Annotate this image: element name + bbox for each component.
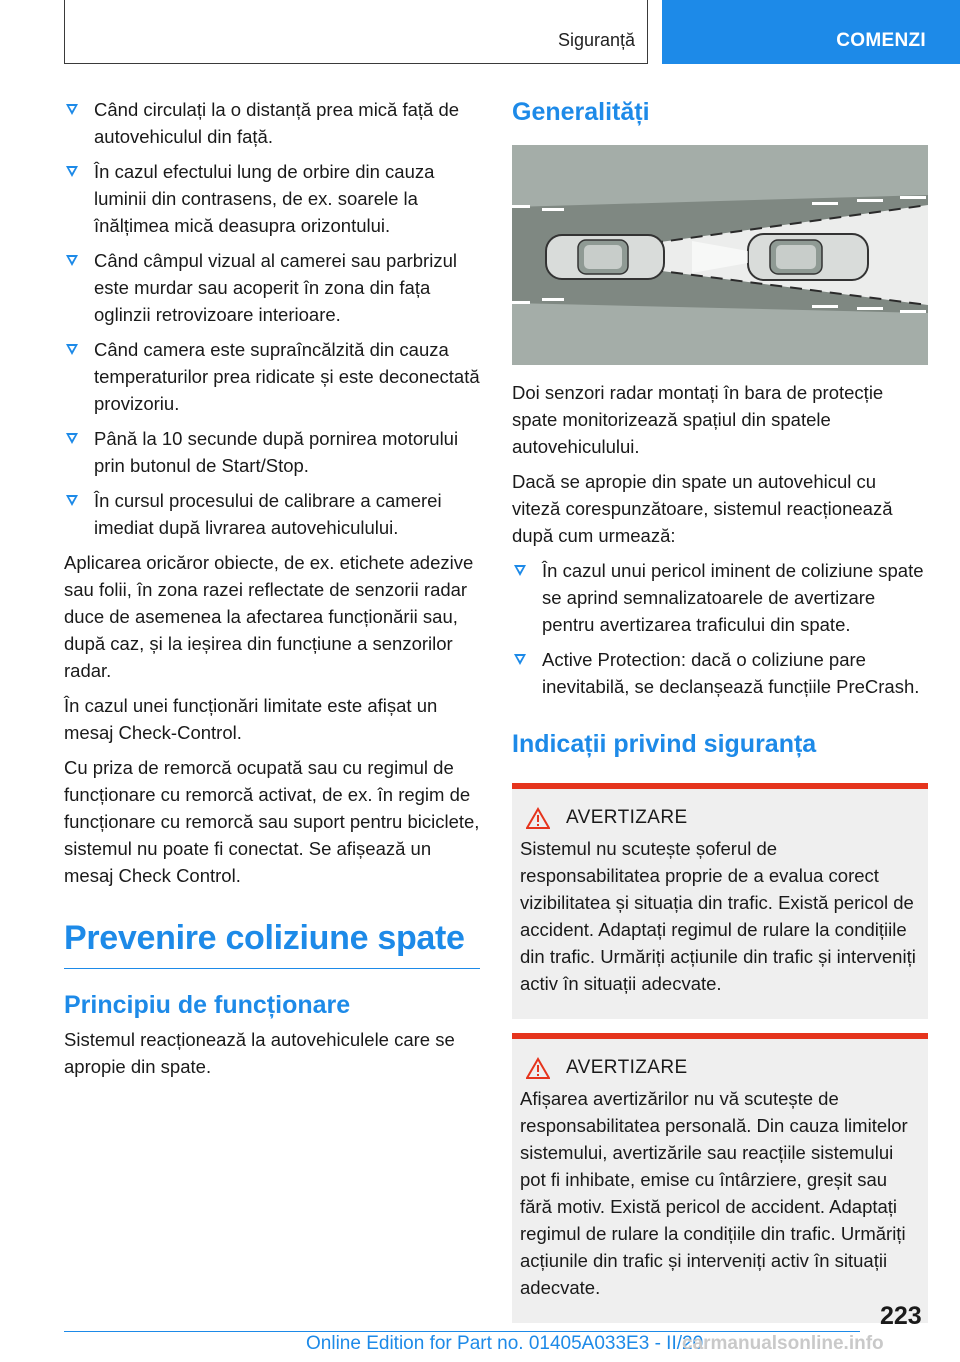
paragraph: Sistemul reacționează la autovehiculele care se apropie din spate. [64,1029,455,1077]
warning-header [526,807,920,829]
own-car-icon [748,234,868,280]
section-title: Prevenire coliziune spate [64,919,480,969]
bullet-triangle-icon [514,565,526,576]
footer-divider [64,1331,860,1332]
bullet-triangle-icon [66,344,78,355]
paragraph: Doi senzori radar montați în bara de protecție spate monitorizează spațiul din spatele autovehiculului. [512,382,884,457]
warning-header [526,1057,920,1079]
list-item: Când câmpul vizual al camerei sau parbrizul este murdar sau acoperit în zona din fața oglinzii retrovizoare interioare. [64,247,480,328]
bullet-triangle-icon [66,166,78,177]
road-cars-graphic [512,145,928,365]
header-chapter-label: COMENZI [836,30,926,51]
list-item: Active Protection: dacă o coliziune pare inevitabilă, se declanșează funcțiile PreCrash. [512,646,928,700]
warning-text: Afișarea avertizărilor nu vă scutește de responsabilitatea personală. Din cauza limitelor sistemului, avertizările sau reacțiile sistemului pot fi inhibate, emise cu întârziere, greșit sau fără motiv. Există pericol de accident. Adaptați regimul de rulare la condițiile din trafic. Urmăriți acțiunile din trafic și interveniți activ în situații adecvate. [520,1088,908,1298]
paragraph: Cu priza de remorcă ocupată sau cu regimul de funcționare cu remorcă activat, de ex. în regim de funcționare cu remorcă sau suport pentru biciclete, sistemul nu poate fi conectat. Se afișează un mesaj Check Control. [64,757,480,886]
warning-triangle-icon [526,807,550,829]
left-column [64,96,480,1088]
list-item: În cazul unui pericol iminent de coliziune spate se aprind semnalizatoarele de avertizare pentru avertizarea traficului din spate. [512,557,928,638]
warning-box [512,1033,928,1323]
watermark: carmanualsonline.info [682,1333,884,1354]
list-item: Până la 10 secunde după pornirea motorului prin butonul de Start/Stop. [64,425,480,479]
bullet-triangle-icon [66,495,78,506]
paragraph: În cazul unei funcționări limitate este afișat un mesaj Check-Control. [64,695,438,743]
subsection-title: Generalități [512,98,650,126]
warning-text: Sistemul nu scutește șoferul de responsabilitatea proprie de a evalua corect vizibilitatea și situația din trafic. Există pericol de accident. Adaptați regimul de rulare la condițiile din trafic. Urmăriți acțiunile din trafic și interveniți activ în situații adecvate. [520,838,916,994]
limitations-list [64,96,480,541]
reaction-list [512,557,928,700]
rear-radar-illustration [512,145,928,365]
approaching-car-icon [546,235,664,279]
paragraph: Dacă se apropie din spate un autovehicul cu viteză corespunzătoare, sistemul reacționează după cum urmează: [512,471,893,546]
warning-title: AVERTIZARE [566,807,688,828]
right-column [512,96,928,1337]
paragraph: Aplicarea oricăror obiecte, de ex. etichete adezive sau folii, în zona razei reflectate de senzorii radar duce de asemenea la afectarea funcționării sau, după caz, și la ieșirea din funcțiune a senzorilor radar. [64,552,474,681]
footer-edition: Online Edition for Part no. 01405A033E3 - II/20 [306,1333,704,1354]
header-section-box [64,0,648,64]
page-number: 223 [880,1302,922,1330]
header-section-title: Siguranță [557,30,635,50]
header-chapter-tab[interactable] [662,0,960,64]
list-item: În cazul efectului lung de orbire din cauza luminii din contrasens, de ex. soarele la înălțimea mică deasupra orizontului. [64,158,480,239]
list-item: În cursul procesului de calibrare a camerei imediat după livrarea autovehiculului. [64,487,480,541]
list-item: Când circulați la o distanță prea mică față de autovehiculul din față. [64,96,480,150]
bullet-triangle-icon [66,104,78,115]
warning-title: AVERTIZARE [566,1057,688,1078]
bullet-triangle-icon [66,433,78,444]
subsection-title: Indicații privind siguranța [512,730,817,758]
list-item: Când camera este supraîncălzită din cauza temperaturilor prea ridicate și este deconectată provizoriu. [64,336,480,417]
bullet-triangle-icon [66,255,78,266]
warning-triangle-icon [526,1057,550,1079]
subsection-title: Principiu de funcționare [64,991,351,1019]
bullet-triangle-icon [514,654,526,665]
warning-box [512,783,928,1019]
